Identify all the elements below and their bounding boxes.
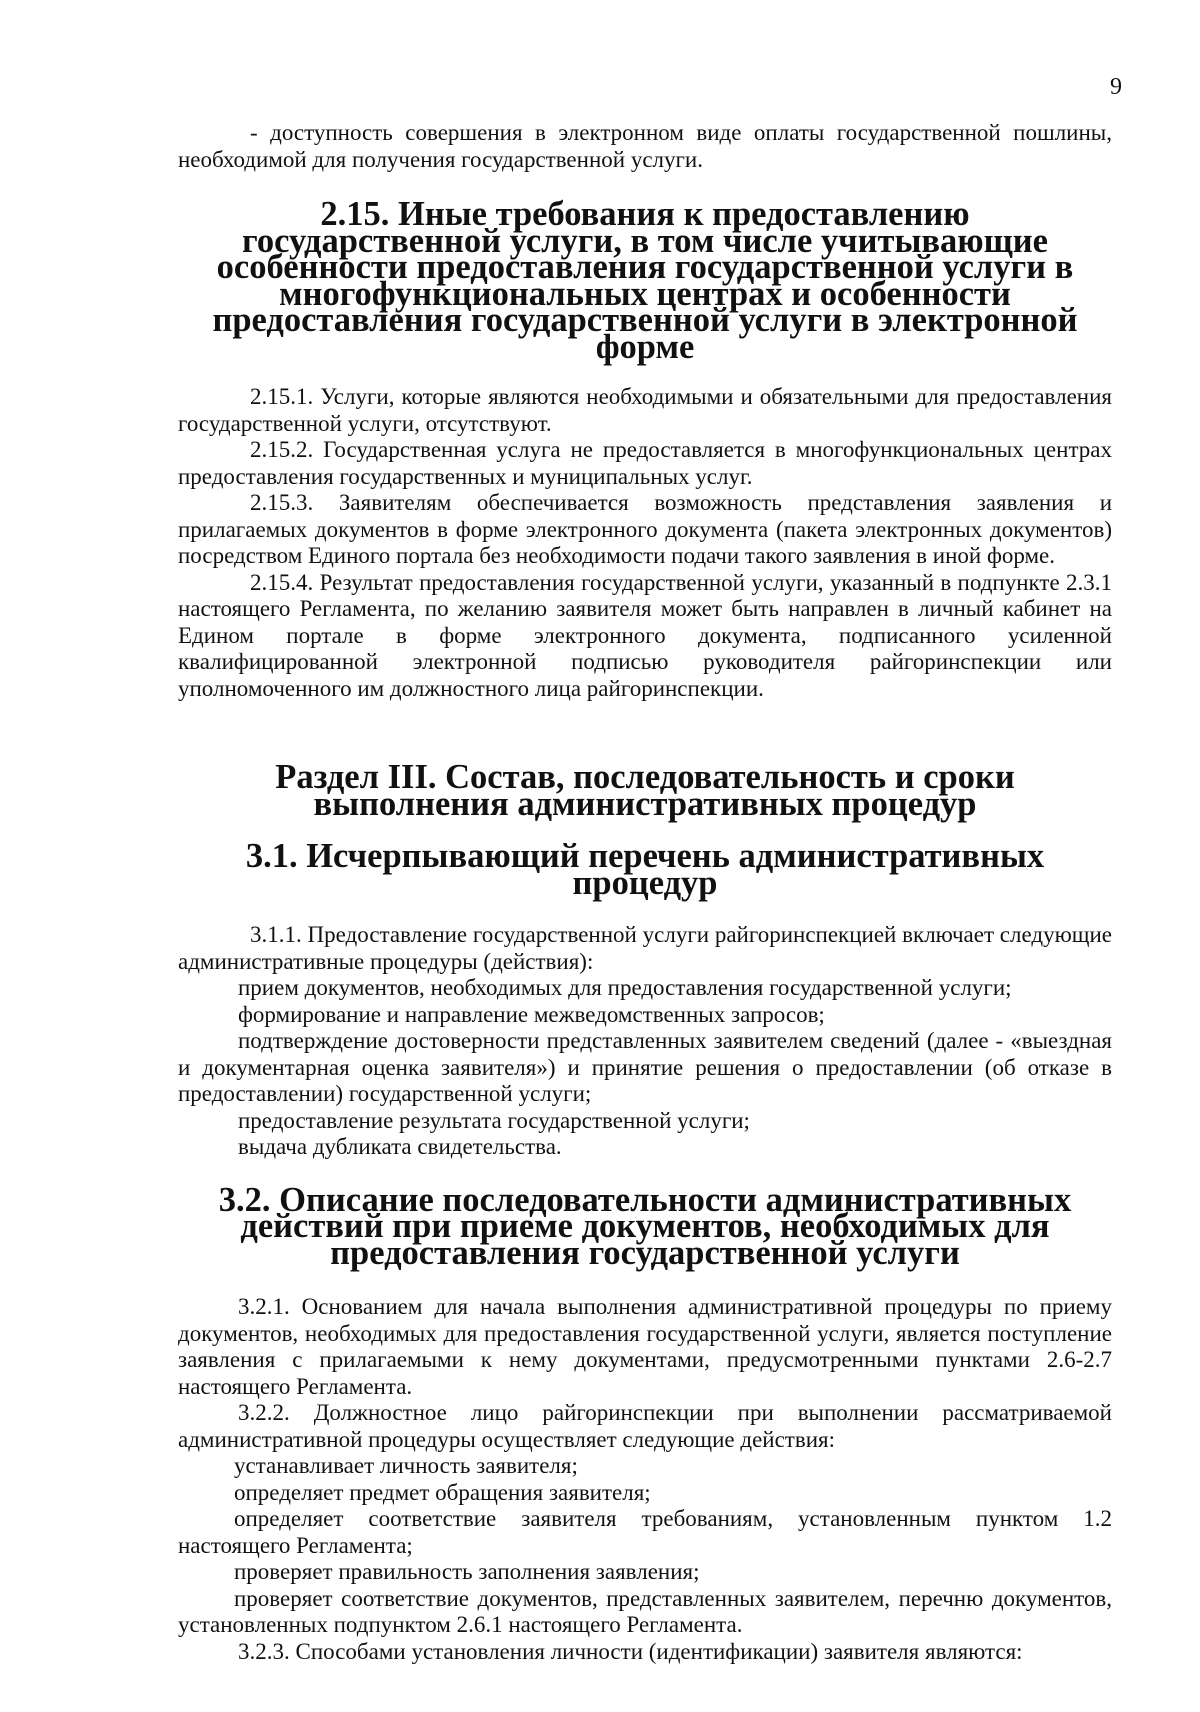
list-item: предоставление результата государственной услуги; [238, 1107, 750, 1133]
list-item: проверяет правильность заполнения заявления; [234, 1559, 700, 1584]
list-item: подтверждение достоверности представленных заявителем сведений (далее - «выездная и документарная оценка заявителя») и принятие решения о предоставлении (об отказе в предоставлении) государственной услуги; [178, 1028, 1112, 1106]
procedures-list [178, 975, 1112, 1161]
paragraph-2-15-2: 2.15.2. Государственная услуга не предоставляется в многофункциональных центрах предоставления государственных и муниципальных услуг. [178, 437, 1112, 489]
section-3-heading: Раздел III. Состав, последовательность и сроки выполнения административных процедур [275, 758, 1015, 823]
paragraph-3-1-1: 3.1.1. Предоставление государственной услуги райгоринспекцией включает следующие административные процедуры (действия): [178, 922, 1112, 974]
list-item: определяет соответствие заявителя требованиям, установленным пунктом 1.2 настоящего Регламента; [178, 1506, 1112, 1558]
actions-list [178, 1453, 1112, 1639]
paragraph-3-2-1: 3.2.1. Основанием для начала выполнения административной процедуры по приему документов, необходимых для предоставления государственной услуги, является поступление заявления с прилагаемыми к нему документами, предусмотренными пунктами 2.6-2.7 настоящего Регламента. [178, 1294, 1112, 1399]
list-item: устанавливает личность заявителя; [234, 1453, 578, 1478]
paragraph-3-2-3: 3.2.3. Способами установления личности (идентификации) заявителя являются: [238, 1638, 1023, 1664]
intro-paragraph: - доступность совершения в электронном виде оплаты государственной пошлины, необходимой для получения государственной услуги. [178, 120, 1112, 172]
document-content [178, 120, 1112, 1665]
paragraph-2-15-4: 2.15.4. Результат предоставления государственной услуги, указанный в подпункте 2.3.1 настоящего Регламента, по желанию заявителя может быть направлен в личный кабинет на Едином портале в форме электронного документа, подписанного усиленной квалифицированной электронной подписью руководителя райгоринспекции или уполномоченного им должностного лица райгоринспекции. [178, 569, 1112, 701]
list-item: определяет предмет обращения заявителя; [234, 1479, 651, 1505]
list-item: выдача дубликата свидетельства. [238, 1134, 562, 1159]
paragraph-2-15-3: 2.15.3. Заявителям обеспечивается возможность представления заявления и прилагаемых документов в форме электронного документа (пакета электронных документов) посредством Единого портала без необходимости подачи такого заявления в иной форме. [178, 490, 1112, 568]
list-item: прием документов, необходимых для предоставления государственной услуги; [238, 975, 1012, 1000]
list-item: проверяет соответствие документов, представленных заявителем, перечню документов, установленных подпунктом 2.6.1 настоящего Регламента. [178, 1585, 1112, 1637]
page-number: 9 [1110, 74, 1122, 100]
section-3-1-heading: 3.1. Исчерпывающий перечень административных процедур [245, 837, 1045, 902]
section-3-2-heading: 3.2. Описание последовательности административных действий при приеме документов, необходимых для предоставления государственной услуги [218, 1180, 1072, 1272]
section-2-15-heading: 2.15. Иные требования к предоставлению государственной услуги, в том числе учитывающие особенности предоставления государственной услуги в многофункциональных центрах и особенности предоставления государственной услуги в электронной форме [212, 195, 1078, 366]
list-item: формирование и направление межведомственных запросов; [238, 1001, 825, 1027]
paragraph-3-2-2: 3.2.2. Должностное лицо райгоринспекции при выполнении рассматриваемой административной процедуры осуществляет следующие действия: [178, 1400, 1112, 1452]
paragraph-2-15-1: 2.15.1. Услуги, которые являются необходимыми и обязательными для предоставления государственной услуги, отсутствуют. [178, 384, 1112, 436]
